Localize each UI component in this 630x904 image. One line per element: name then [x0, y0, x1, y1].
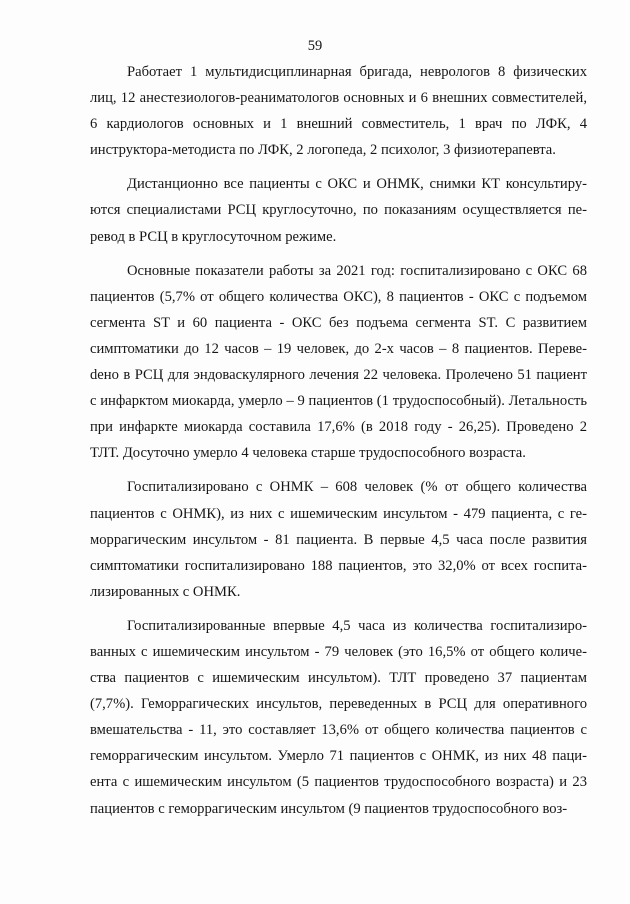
paragraph-remote-consultation: Дистанционно все пациенты с ОКС и ОНМК, снимки КТ консультируются специалистами РСЦ круглосуточно, по показаниям осуществляется перевод в РСЦ в круглосуточном режиме.: [90, 176, 587, 245]
paragraph-staff: Работает 1 мультидисциплинарная бригада, неврологов 8 физических лиц, 12 анестезиологов-реаниматологов основных и 6 внешних совместителей, 6 кардиологов основных и 1 внешний совместитель, 1 врач по ЛФК, 4 инструктора-методиста по ЛФК, 2 логопеда, 2 психолог, 3 физиотерапевта.: [90, 64, 587, 159]
paragraph-onmk-hospitalization: Госпитализировано с ОНМК – 608 человек (% от общего количества пациентов с ОНМК), из них с ишемическим инсультом - 479 пациента, с геморрагическим инсультом - 81 пациента. В первые 4,5 часа после развития симптоматики госпитализировано 188 пациентов, это 32,0% от всех госпитализированных с ОНМК.: [90, 479, 587, 600]
document-body: [90, 59, 587, 822]
paragraph-ischemic-stroke: Госпитализированные впервые 4,5 часа из количества госпитализированных с ишемическим инсультом - 79 человек (это 16,5% от общего количества пациентов с ишемическим инсультом). ТЛТ проведено 37 пациентам (7,7%). Геморрагических инсультов, переведенных в РСЦ для оперативного вмешательства - 11, это составляет 13,6% от общего количества пациентов с геморрагическим инсультом. Умерло 71 пациентов с ОНМК, из них 48 пациента с ишемическим инсультом (5 пациентов трудоспособного возраста) и 23 пациентов с геморрагическим инсультом (9 пациентов трудоспособного воз-: [90, 617, 587, 817]
page-number: 59: [307, 38, 323, 54]
paragraph-oks-indicators: Основные показатели работы за 2021 год: госпитализировано с ОКС 68 пациентов (5,7% от общего количества ОКС), 8 пациентов - ОКС с подъемом сегмента ST и 60 пациента - ОКС без подъема сегмента ST. С развитием симптоматики до 12 часов – 19 человек, до 2-х часов – 8 пациентов. Перевеdено в РСЦ для эндоваскулярного лечения 22 человека. Пролечено 51 пациент с инфарктом миокарда, умерло – 9 пациентов (1 трудоспособный). Летальность при инфаркте миокарда составила 17,6% (в 2018 году - 26,25). Проведено 2 ТЛТ. Досуточно умерло 4 человека старше трудоспособного возраста.: [90, 262, 587, 462]
